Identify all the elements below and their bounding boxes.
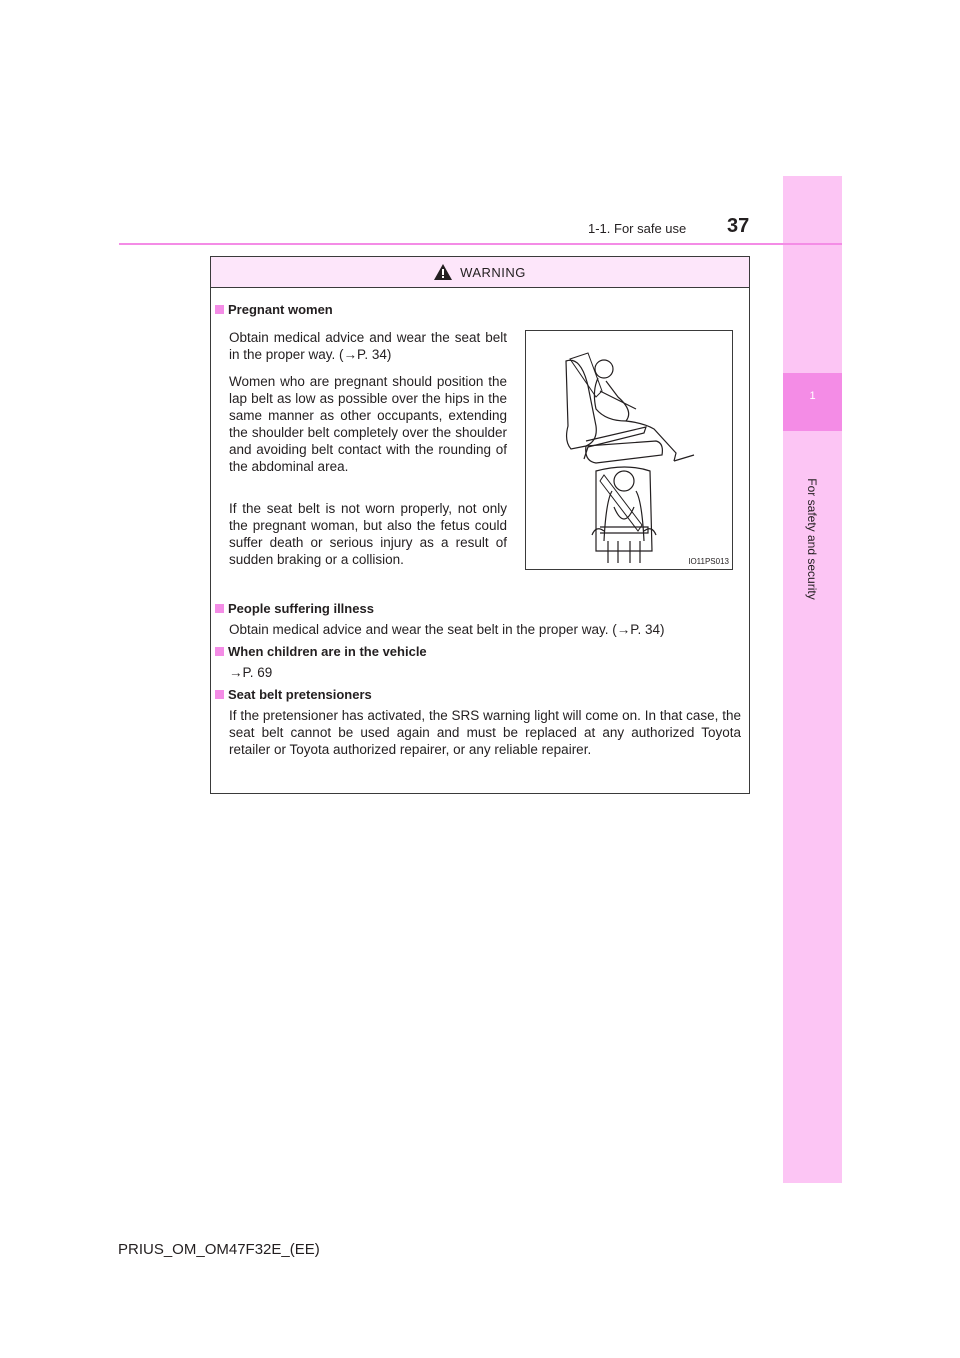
section-pretensioners-title: Seat belt pretensioners [215,687,372,702]
section-title: 1-1. For safe use [588,221,687,236]
pregnant-para-1: Obtain medical advice and wear the seat belt in the proper way. (→P. 34) [229,330,507,362]
warning-title: WARNING [460,264,526,280]
bullet-square-icon [215,305,224,314]
warning-box [210,256,750,794]
chapter-tab-active [783,373,842,431]
section-pregnant-women-title: Pregnant women [215,302,333,317]
seat-belt-pregnant-illustration [525,330,733,570]
chapter-title: For safety and security [805,478,819,600]
header-rule [119,243,842,245]
pregnant-para-2: Women who are pregnant should position the lap belt as low as possible over the hips in the same manner as other occupants, extending the shoulder belt completely over the shoulder and avoiding belt contact with the rounding of the abdominal area. [229,374,507,474]
warning-triangle-icon [434,264,452,280]
children-para: →P. 69 [229,665,273,680]
pregnant-woman-figure [526,331,732,569]
pretensioners-para: If the pretensioner has activated, the SRS warning light will come on. In that case, the seat belt cannot be used again and must be replaced at any authorized Toyota retailer or Toyota authorized repairer, or any reliable repairer. [229,708,741,757]
bullet-square-icon [215,690,224,699]
page-number: 37 [727,215,750,237]
figure-code: IO11PS013 [688,557,729,566]
warning-header [211,257,749,288]
section-illness-title: People suffering illness [215,601,374,616]
document-code: PRIUS_OM_OM47F32E_(EE) [118,1241,320,1258]
chapter-side-tab [783,176,842,1183]
illness-para: Obtain medical advice and wear the seat belt in the proper way. (→P. 34) [229,622,665,637]
chapter-number: 1 [809,390,816,402]
section-children-title: When children are in the vehicle [215,644,427,659]
bullet-square-icon [215,647,224,656]
bullet-square-icon [215,604,224,613]
pregnant-para-3: If the seat belt is not worn properly, not only the pregnant woman, but also the fetus could suffer death or serious injury as a result of sudden braking or a collision. [229,501,507,567]
